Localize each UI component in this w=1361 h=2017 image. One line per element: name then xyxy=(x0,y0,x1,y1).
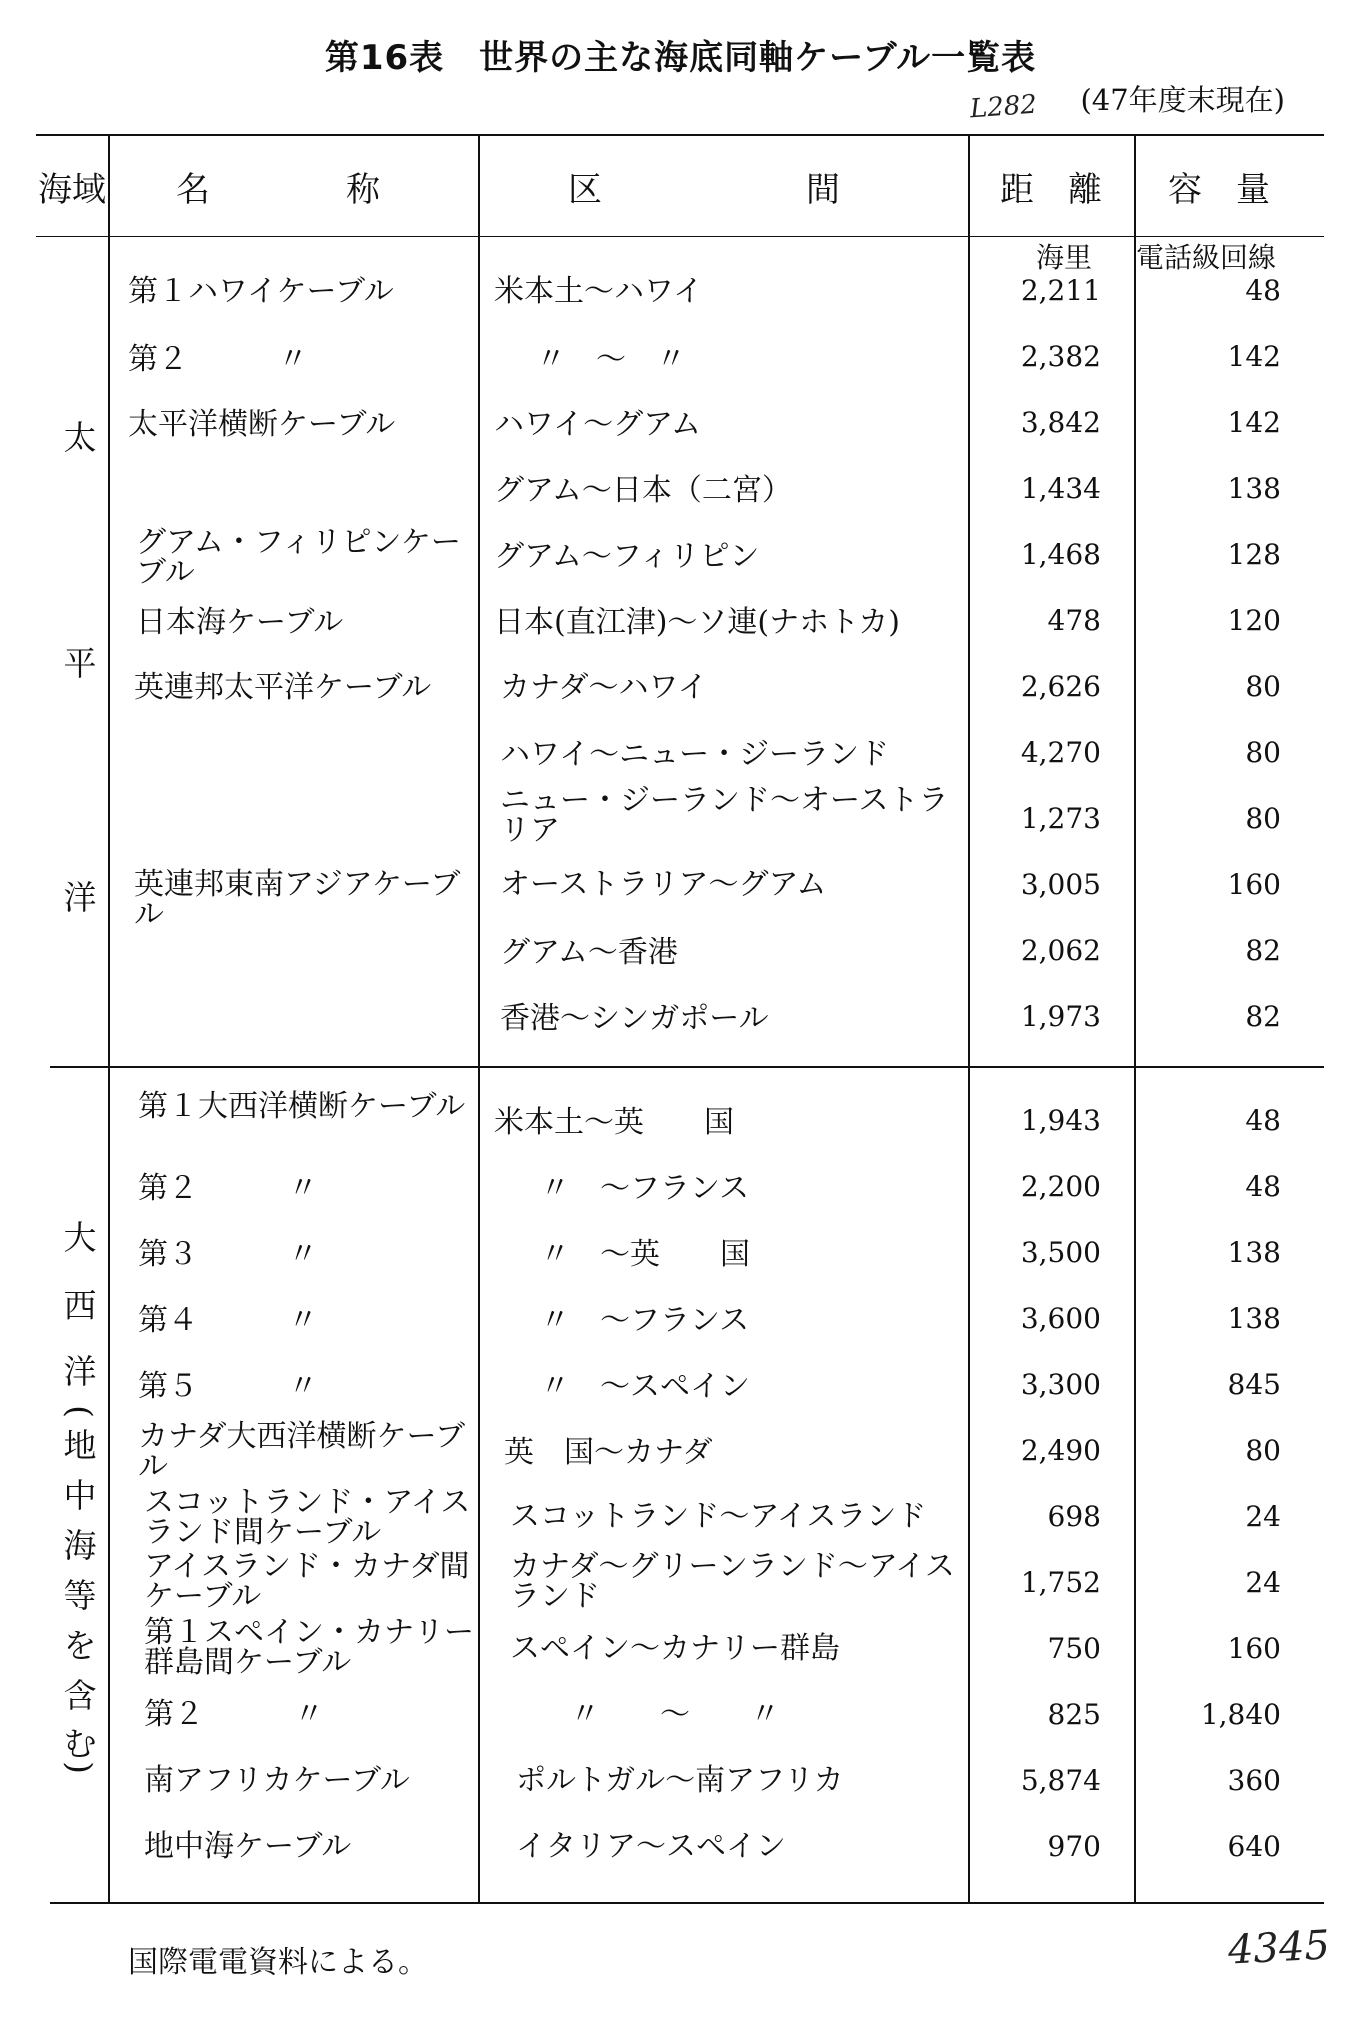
header-name: 名 称 xyxy=(176,170,380,210)
table-row-section: カナダ～ハワイ xyxy=(500,670,708,705)
table-row-capacity: 48 xyxy=(1245,1170,1281,1203)
table-row-distance: 3,300 xyxy=(1020,1368,1101,1401)
region-pacific-2: 平 xyxy=(63,644,97,683)
region-atlantic-9: を xyxy=(63,1626,97,1665)
table-row-capacity: 48 xyxy=(1245,1104,1281,1137)
table-row-name: 第２ 〃 xyxy=(144,1697,324,1732)
column-rule-4 xyxy=(1134,134,1136,1902)
table-row-capacity: 160 xyxy=(1227,868,1281,901)
table-row-capacity: 82 xyxy=(1245,934,1281,967)
table-row-distance: 2,490 xyxy=(1020,1434,1101,1467)
capacity-unit: 電話級回線 xyxy=(1136,241,1277,274)
table-row-distance: 2,062 xyxy=(1020,934,1101,967)
table-row-capacity: 80 xyxy=(1245,670,1281,703)
table-row-section: 英 国～カナダ xyxy=(504,1435,713,1470)
table-row-capacity: 48 xyxy=(1245,274,1281,307)
table-row-section: 米本土～英 国 xyxy=(494,1105,734,1140)
table-row-capacity: 640 xyxy=(1227,1830,1281,1863)
table-row-distance: 2,211 xyxy=(1020,274,1101,307)
region-atlantic-4: ( xyxy=(60,1405,100,1418)
table-row-distance: 1,434 xyxy=(1020,472,1101,505)
table-row-name: 第１大西洋横断ケーブル xyxy=(138,1089,466,1124)
table-row-capacity: 82 xyxy=(1245,1000,1281,1033)
table-row-section: オーストラリア～グアム xyxy=(500,867,827,902)
table-row-section: スコットランド～アイスランド xyxy=(510,1499,927,1534)
table-row-name: 地中海ケーブル xyxy=(144,1829,352,1864)
table-row-name: 第２ 〃 xyxy=(128,342,308,377)
table-row-capacity: 845 xyxy=(1227,1368,1281,1401)
table-row-name: カナダ大西洋横断ケーブル xyxy=(138,1419,465,1484)
table-row-section: グアム～香港 xyxy=(500,935,678,970)
table-row-section: ポルトガル～南アフリカ xyxy=(516,1763,844,1798)
table-row-capacity: 128 xyxy=(1227,538,1281,571)
table-row-section: スペイン～カナリー群島 xyxy=(510,1631,840,1666)
table-row-section: ハワイ～グアム xyxy=(494,407,701,442)
table-title: 第16表 世界の主な海底同軸ケーブル一覧表 xyxy=(324,38,1037,78)
table-row-name: 南アフリカケーブル xyxy=(144,1763,410,1798)
table-row-name: 太平洋横断ケーブル xyxy=(128,407,396,442)
table-row-section: 〃 ～フランス xyxy=(540,1171,750,1206)
table-row-section: 香港～シンガポール xyxy=(500,1001,769,1036)
table-top-rule xyxy=(36,134,1324,136)
table-row-capacity: 80 xyxy=(1245,802,1281,835)
table-row-distance: 1,752 xyxy=(1020,1566,1101,1599)
table-row-section: ハワイ～ニュー・ジーランド xyxy=(500,737,890,772)
table-row-name: 英連邦太平洋ケーブル xyxy=(134,670,432,705)
table-row-section: 〃 ～ 〃 xyxy=(536,342,686,377)
table-row-name: 第１スペイン・カナリー群島間ケーブル xyxy=(144,1615,474,1680)
table-row-name: 第３ 〃 xyxy=(138,1237,318,1272)
page-number: 4345 xyxy=(1226,1922,1331,1974)
region-atlantic-1: 大 xyxy=(63,1218,97,1257)
column-rule-2 xyxy=(478,134,480,1902)
table-row-distance: 4,270 xyxy=(1020,736,1101,769)
table-row-distance: 825 xyxy=(1047,1698,1101,1731)
header-section: 区 間 xyxy=(568,170,840,210)
header-region: 海域 xyxy=(38,170,106,210)
source-note: 国際電電資料による。 xyxy=(128,1945,428,1980)
handwritten-note: L282 xyxy=(969,89,1038,125)
table-row-capacity: 160 xyxy=(1227,1632,1281,1665)
table-row-capacity: 138 xyxy=(1227,1236,1281,1269)
as-of-note: (47年度末現在) xyxy=(1080,83,1285,117)
region-atlantic-12: ) xyxy=(60,1761,100,1774)
table-row-capacity: 24 xyxy=(1245,1566,1281,1599)
region-atlantic-2: 西 xyxy=(63,1286,97,1325)
table-row-name: 第２ 〃 xyxy=(138,1171,318,1206)
table-row-name: 第４ 〃 xyxy=(138,1303,318,1338)
header-capacity: 容 量 xyxy=(1168,170,1270,210)
table-row-section: 〃 ～英 国 xyxy=(540,1237,750,1272)
table-bottom-rule xyxy=(50,1902,1324,1904)
table-row-section: イタリア～スペイン xyxy=(516,1829,786,1864)
table-row-capacity: 80 xyxy=(1245,736,1281,769)
table-row-name: 第１ハワイケーブル xyxy=(128,274,394,309)
table-row-capacity: 120 xyxy=(1227,604,1281,637)
table-row-distance: 2,200 xyxy=(1020,1170,1101,1203)
table-row-distance: 3,600 xyxy=(1020,1302,1101,1335)
table-row-capacity: 24 xyxy=(1245,1500,1281,1533)
header-distance: 距 離 xyxy=(1000,170,1102,210)
table-row-section: 日本(直江津)～ソ連(ナホトカ) xyxy=(494,605,900,640)
column-rule-1 xyxy=(108,134,110,1902)
table-row-distance: 970 xyxy=(1047,1830,1101,1863)
table-row-section: 〃 ～スペイン xyxy=(540,1369,750,1404)
table-row-distance: 3,005 xyxy=(1020,868,1101,901)
region-atlantic-10: 含 xyxy=(63,1676,97,1715)
table-row-section: 米本土～ハワイ xyxy=(494,274,704,309)
table-row-distance: 1,973 xyxy=(1020,1000,1101,1033)
table-row-distance: 3,842 xyxy=(1020,406,1101,439)
table-row-section: グアム～フィリピン xyxy=(494,539,760,574)
table-row-capacity: 138 xyxy=(1227,1302,1281,1335)
table-row-capacity: 138 xyxy=(1227,472,1281,505)
region-pacific-1: 太 xyxy=(63,418,97,457)
table-row-section: カナダ～グリーンランド～アイスランド xyxy=(510,1549,955,1614)
table-row-distance: 1,943 xyxy=(1020,1104,1101,1137)
table-row-distance: 750 xyxy=(1047,1632,1101,1665)
table-row-section: 〃 ～フランス xyxy=(540,1303,750,1338)
table-row-name: スコットランド・アイスランド間ケーブル xyxy=(144,1485,471,1550)
table-row-capacity: 142 xyxy=(1227,340,1281,373)
table-row-distance: 478 xyxy=(1047,604,1101,637)
region-pacific-3: 洋 xyxy=(63,878,97,917)
table-row-section: ニュー・ジーランド～オーストラリア xyxy=(500,783,949,848)
table-row-distance: 698 xyxy=(1047,1500,1101,1533)
table-row-name: アイスランド・カナダ間ケーブル xyxy=(144,1549,470,1614)
distance-unit: 海里 xyxy=(1036,241,1093,274)
region-atlantic-6: 中 xyxy=(63,1476,97,1515)
table-row-name: 第５ 〃 xyxy=(138,1369,318,1404)
table-row-section: グアム～日本（二宮） xyxy=(494,473,792,508)
table-row-distance: 1,468 xyxy=(1020,538,1101,571)
table-row-name: グアム・フィリピンケーブル xyxy=(136,525,461,590)
table-row-capacity: 1,840 xyxy=(1200,1698,1281,1731)
region-atlantic-5: 地 xyxy=(63,1426,97,1465)
header-bottom-rule xyxy=(36,236,1324,237)
region-atlantic-3: 洋 xyxy=(63,1352,97,1391)
table-row-section: 〃 ～ 〃 xyxy=(570,1697,780,1732)
table-row-capacity: 142 xyxy=(1227,406,1281,439)
column-rule-3 xyxy=(968,134,970,1902)
region-atlantic-11: む xyxy=(63,1724,97,1763)
table-row-name: 日本海ケーブル xyxy=(136,605,344,640)
table-row-distance: 3,500 xyxy=(1020,1236,1101,1269)
section-divider-rule xyxy=(50,1066,1324,1068)
region-atlantic-7: 海 xyxy=(63,1526,97,1565)
table-row-distance: 1,273 xyxy=(1020,802,1101,835)
table-row-distance: 2,382 xyxy=(1020,340,1101,373)
table-row-distance: 2,626 xyxy=(1020,670,1101,703)
table-row-distance: 5,874 xyxy=(1020,1764,1101,1797)
table-row-capacity: 360 xyxy=(1227,1764,1281,1797)
table-row-name: 英連邦東南アジアケーブル xyxy=(134,867,461,932)
region-atlantic-8: 等 xyxy=(63,1576,97,1615)
table-row-capacity: 80 xyxy=(1245,1434,1281,1467)
